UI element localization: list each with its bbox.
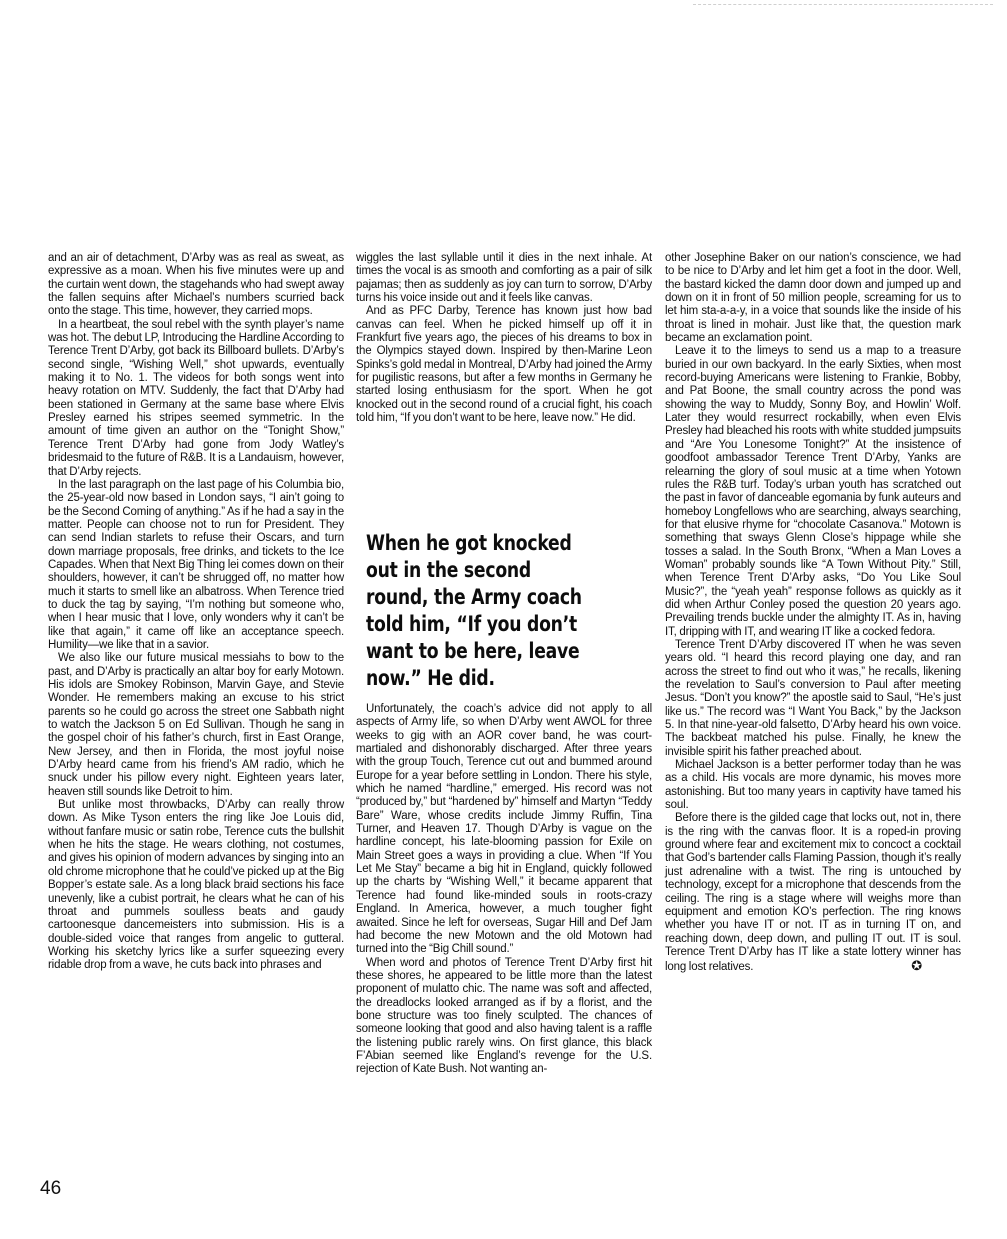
article-column-3 — [665, 252, 961, 975]
article-column-1 — [48, 252, 344, 973]
paragraph: other Josephine Baker on our nation’s conscience, we had to be nice to D’Arby and let him get a foot in the door. Well, the bastard kicked the damn door down and jumped up and down on it in front of 50 million people, screaming for us to let him sta-a-a-y, in a voice that sounds like the inside of his throat is lined in mohair. Just like that, the question mark became an exclamation point. — [665, 252, 961, 345]
paragraph: Terence Trent D’Arby discovered IT when he was seven years old. “I heard this record playing one day, and ran across the street to find out who it was,” he recalls, likening the revelation to Saul’s conversion to Paul after meeting Jesus. “Don’t you know?” the apostle said to Saul, “He’s just like us.” The record was “I Want You Back,” by the Jackson 5. In that nine-year-old falsetto, D’Arby heard his own voice. The backbeat matched his pulse. Finally, he knew the invisible spirit his father preached about. — [665, 638, 961, 758]
paragraph: and an air of detachment, D’Arby was as real as sweat, as expressive as a moan. When his five minutes were up and the curtain went down, the stagehands who had swept away the fallen sequins after Michael’s numbers scurried back onto the stage. This time, however, they carried mops. — [48, 252, 344, 318]
top-edge-rule — [693, 4, 993, 6]
paragraph: But unlike most throwbacks, D’Arby can really throw down. As Mike Tyson enters the ring like Joe Louis did, without fanfare music or satin robe, Terence cuts the bullshit when he hits the stage. He wears clothing, not costumes, and gives his opinion of modern advances by singing into an old chrome microphone that he could’ve picked up at the Big Bopper’s estate sale. As a long black braid sections his face unevenly, like a cubist portrait, he clears what he can of his throat and pummels soulless beats and gaudy cartoonesque dancemeisters into submission. His is a double-sided voice that ranges from angelic to gutteral. Working his sketchy lyrics like a surfer squeezing every ridable drop from a wave, he cuts back into phrases and — [48, 799, 344, 972]
article-column-2-bottom — [356, 703, 652, 1077]
paragraph: wiggles the last syllable until it dies in the next inhale. At times the vocal is as smooth and comforting as a pair of silk pajamas; then as suddenly as joy can turn to sorrow, D’Arby turns his voice inside out and it feels like canvas. — [356, 252, 652, 305]
paragraph: Leave it to the limeys to send us a map to a treasure buried in our own backyard. In the early Sixties, when most record-buying Americans were listening to Frankie, Bobby, and Pat Boone, the small country across the pond was showing the way to Muddy, Sonny Boy, and Howlin’ Wolf. Later they would resurrect rockabilly, when even Elvis Presley had bleached his roots with white studded jumpsuits and “Are You Lonesome Tonight?” At the insistence of goodfoot ambassador Terence Trent D’Arby, Yanks are relearning the glory of soul music at a time when Yotown rules the R&B turf. Today’s urban youth has scratched out the past in favor of danceable egomania by funk auteurs and homeboy Longfellows who are searching, always searching, for that elusive rhyme for “chocolate Casanova.” Motown is something that sways Glenn Close’s hippage while she tosses a salad. In the South Bronx, “When a Man Loves a Woman” probably sounds like “A Town Without Pity.” Still, when Terence Trent D’Arby asks, “Do You Like Soul Music?”, the “yeah yeah” response follows as quickly as it did when Arthur Conley posed the question 20 years ago. Prevailing trends buckle under the almighty IT. As in, having IT, dripping with IT, and wearing IT like a cocked fedora. — [665, 345, 961, 638]
paragraph-last — [665, 812, 961, 974]
article-column-2-top — [356, 252, 652, 425]
paragraph: Unfortunately, the coach’s advice did not apply to all aspects of Army life, so when D’Arby went AWOL for three weeks to gig with an AOR cover band, he was court-martialed and dishonorably discharged. After three years with the group Touch, Terence cut out and bummed around Europe for a year before settling in London. There his style, which he named “hardline,” emerged. His record was not “produced by,” but “hardened by” himself and Martyn “Teddy Bare” Ware, whose credits include Jimmy Ruffin, Tina Turner, and Heaven 17. Though D’Arby is vague on the hardline concept, his late-blooming passion for Exile on Main Street goes a ways in providing a clue. When “If You Let Me Stay” became a big hit in England, quickly followed up the charts by “Wishing Well,” it became apparent that Terence had found like-minded souls in roots-crazy England. In America, however, a much tougher fight awaited. Since he left for overseas, Sugar Hill and Def Jam had become the new Motown and the old Motown had turned into the “Big Chill sound.” — [356, 703, 652, 956]
end-mark-icon: ✪ — [911, 958, 922, 974]
paragraph-text: Before there is the gilded cage that locks out, not in, there is the ring with the canvas floor. It is a roped-in proving ground where fear and excitement mix to concoct a cocktail that God’s bartender calls Flaming Passion, though it’s really just adrenaline with a twist. The ring is untouched by technology, except for a microphone that descends from the ceiling. The ring is a stage where will weighs more than equipment and emotion KO’s perfection. The ring knows whether you have IT or not. IT as in turning IT on, and reaching down, deep down, and pulling IT out. IT is soul. Terence Trent D’Arby has IT like a state lottery winner has long lost relatives. — [665, 812, 961, 974]
paragraph: When word and photos of Terence Trent D’Arby first hit these shores, he appeared to be little more than the latest proponent of mulatto chic. The name was soft and affected, the dreadlocks looked arranged as if by a florist, and the bone structure was too finely sculpted. The chances of someone looking that good and also having talent is a raffle the listening public rarely wins. On first glance, this black F’Abian seemed like England’s revenge for the U.S. rejection of Kate Bush. Not wanting an- — [356, 956, 652, 1076]
paragraph: In a heartbeat, the soul rebel with the synth player’s name was hot. The debut LP, Introducing the Hardline According to Terence Trent D’Arby, got back its Billboard bullets. D’Arby’s second single, “Wishing Well,” shot upwards, eventually making it to No. 1. The videos for both songs went into heavy rotation on MTV. Suddenly, the fact that D’Arby had been stationed in Germany at the same base where Elvis Presley earned his stripes seemed symmetric. In the amount of time given an author on the “Tonight Show,” Terence Trent D’Arby had gone from Jody Watley’s bridesmaid to the future of R&B. It is a Landauism, however, that D’Arby rejects. — [48, 318, 344, 478]
paragraph: We also like our future musical messiahs to bow to the past, and D’Arby is practically an altar boy for early Motown. His idols are Smokey Robinson, Marvin Gaye, and Stevie Wonder. He remembers making an excuse to his strict parents so he could go across the street one Sabbath night to watch the Jackson 5 on Ed Sullivan. Though he sang in the gospel choir of his father’s church, first in East Orange, New Jersey, and then in Florida, the most joyful noise D’Arby heard came from his friend’s AM radio, which he snuck under his pillow every night. Eighteen years later, heaven still sounds like Detroit to him. — [48, 652, 344, 798]
paragraph: Michael Jackson is a better performer today than he was as a child. His vocals are more dynamic, his moves more astonishing. But too many years in captivity have tamed his soul. — [665, 759, 961, 812]
paragraph: And as PFC Darby, Terence has known just how bad canvas can feel. When he picked himself up off it in Frankfurt five years ago, the pieces of his dreams to box in the Olympics stayed down. Inspired by then-Marine Leon Spinks’s gold medal in Montreal, D’Arby had joined the Army for pugilistic reasons, but after a few months in Germany he started losing enthusiasm for the sport. When he got knocked out in the second round of a crucial fight, his coach told him, “If you don’t want to be here, leave now.” He did. — [356, 305, 652, 425]
page-number: 46 — [40, 1178, 62, 1199]
pull-quote: When he got knocked out in the second round, the Army coach told him, “If you don’t want to be here, leave now.” He did. — [366, 531, 582, 690]
paragraph: In the last paragraph on the last page of his Columbia bio, the 25-year-old now based in London says, “I ain’t going to be the Second Coming of anything.” As if he had a say in the matter. People can choose not to run for President. They can send Indian starlets to refuse their Oscars, and turn down marriage proposals, free drinks, and tickets to the Ice Capades. When that Next Big Thing lei comes down on their shoulders, however, it can’t be shrugged off, no matter how much it starts to smell like an albatross. When Terence tried to duck the tag by saying, “I’m nothing but someone who, when I hear music that I love, only wonders why it can’t be like that again,” it came off like an acceptance speech. Humility—we like that in a savior. — [48, 478, 344, 651]
